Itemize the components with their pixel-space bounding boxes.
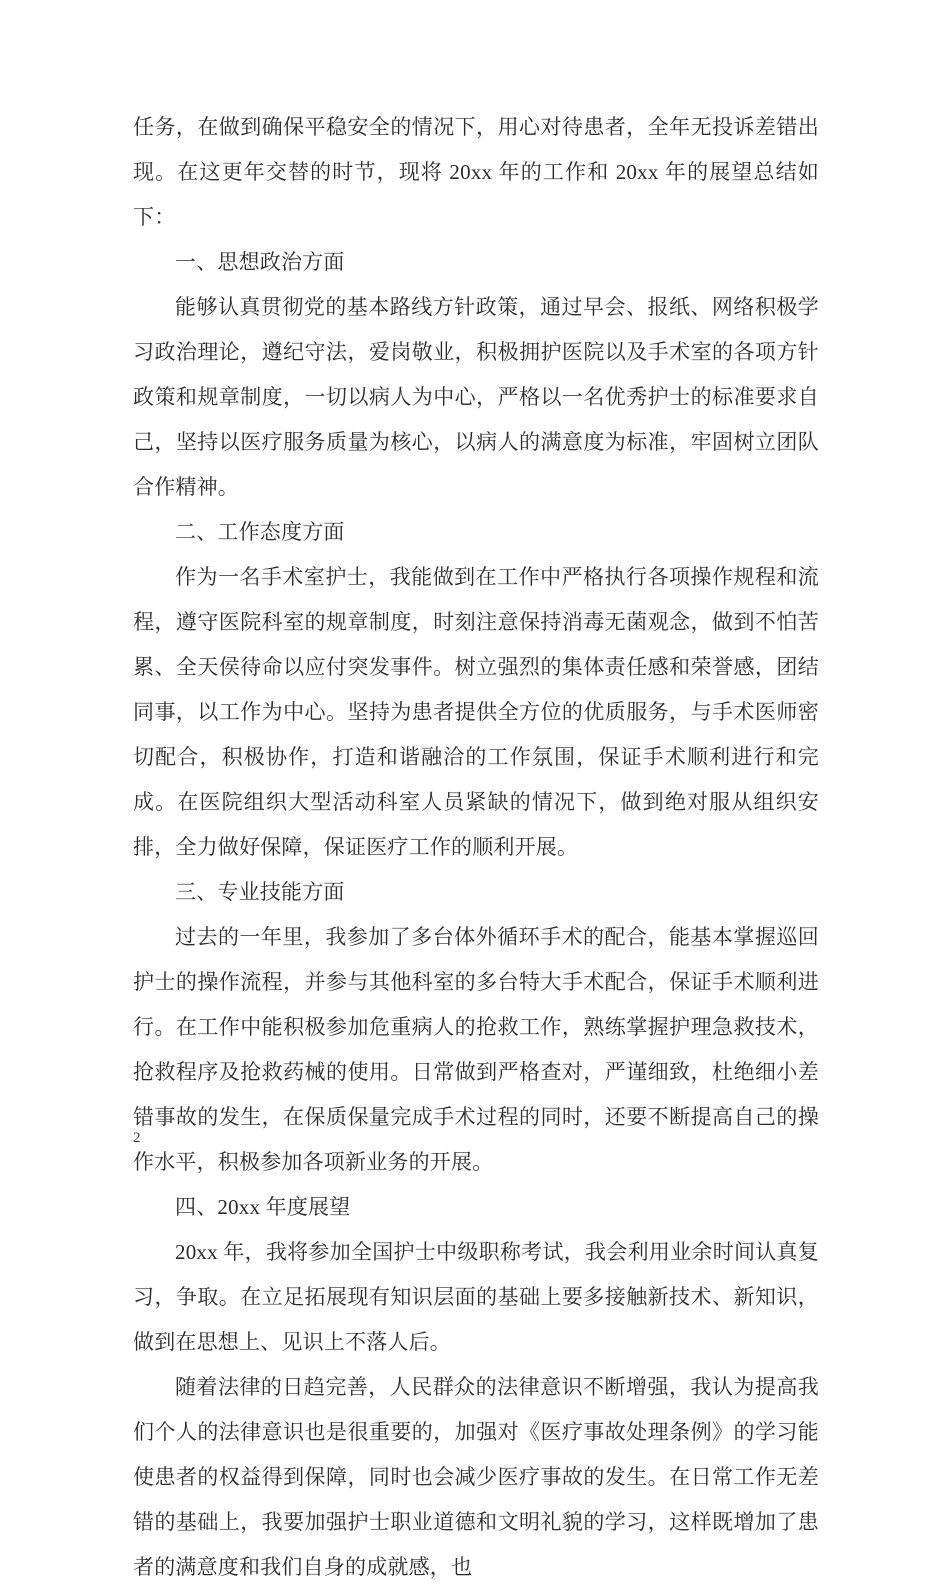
paragraph-3: 过去的一年里，我参加了多台体外循环手术的配合，能基本掌握巡回护士的操作流程，并参与其他科室的多台特大手术配合，保证手术顺利进行。在工作中能积极参加危重病人的抢救工作，熟练掌握护理急救技术，抢救程序及抢救药械的使用。日常做到严格查对，严谨细致，杜绝细小差错事故的发生，在保质保量完成手术过程的同时，还要不断提高自己的操作水平，积极参加各项新业务的开展。: [133, 925, 819, 1174]
document-body: [133, 105, 819, 1590]
paragraph-2: 作为一名手术室护士，我能做到在工作中严格执行各项操作规程和流程，遵守医院科室的规章制度，时刻注意保持消毒无菌观念，做到不怕苦累、全天侯待命以应付突发事件。树立强烈的集体责任感和荣誉感，团结同事，以工作为中心。坚持为患者提供全方位的优质服务，与手术医师密切配合，积极协作，打造和谐融洽的工作氛围，保证手术顺利进行和完成。在医院组织大型活动科室人员紧缺的情况下，做到绝对服从组织安排，全力做好保障，保证医疗工作的顺利开展。: [133, 565, 819, 859]
section-heading-1: 一、思想政治方面: [175, 250, 345, 274]
section-heading-2: 二、工作态度方面: [175, 520, 345, 544]
paragraph-continued: 任务，在做到确保平稳安全的情况下，用心对待患者，全年无投诉差错出现。在这更年交替的时节，现将 20xx 年的工作和 20xx 年的展望总结如下：: [133, 115, 819, 229]
section-heading-3: 三、专业技能方面: [175, 880, 345, 904]
section-heading-4: 四、20xx 年度展望: [175, 1195, 351, 1219]
paragraph-5: 随着法律的日趋完善，人民群众的法律意识不断增强，我认为提高我们个人的法律意识也是很重要的，加强对《医疗事故处理条例》的学习能使患者的权益得到保障，同时也会减少医疗事故的发生。在日常工作无差错的基础上，我要加强护士职业道德和文明礼貌的学习，这样既增加了患者的满意度和我们自身的成就感，也: [133, 1375, 819, 1579]
paragraph-1: 能够认真贯彻党的基本路线方针政策，通过早会、报纸、网络积极学习政治理论，遵纪守法，爱岗敬业，积极拥护医院以及手术室的各项方针政策和规章制度，一切以病人为中心，严格以一名优秀护士的标准要求自己，坚持以医疗服务质量为核心，以病人的满意度为标准，牢固树立团队合作精神。: [133, 295, 819, 499]
paragraph-4: 20xx 年，我将参加全国护士中级职称考试，我会利用业余时间认真复习，争取。在立足拓展现有知识层面的基础上要多接触新技术、新知识，做到在思想上、见识上不落人后。: [133, 1240, 819, 1354]
page-number: 2: [133, 1130, 141, 1146]
